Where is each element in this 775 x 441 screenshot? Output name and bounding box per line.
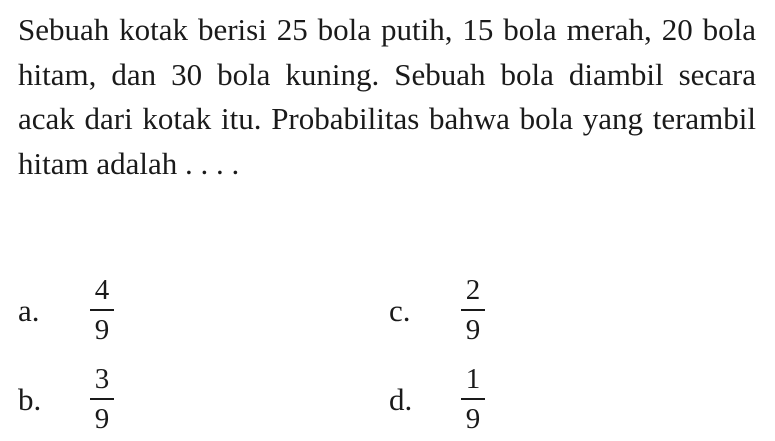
option-d-label: d. [389,381,413,417]
option-b-numerator: 3 [94,362,110,395]
option-a-denominator: 9 [94,313,110,346]
fraction-bar [90,398,114,400]
fraction-bar [461,309,485,311]
option-a[interactable] [18,270,114,350]
option-d-numerator: 1 [465,362,481,395]
option-b[interactable] [18,359,114,439]
option-c-fraction [461,275,485,346]
option-a-numerator: 4 [94,273,110,306]
option-c-label: c. [389,292,411,328]
question-text: Sebuah kotak berisi 25 bola putih, 15 bola merah, 20 bola hitam, dan 30 bola kuning. Sebuah bola diambil secara acak dari kotak itu. Probabilitas bahwa bola yang terambil hitam adalah . . . . [18,12,756,181]
option-a-label: a. [18,292,40,328]
option-d-fraction [461,364,485,435]
option-b-denominator: 9 [94,402,110,435]
option-d-denominator: 9 [465,402,481,435]
option-b-label: b. [18,381,42,417]
option-b-fraction [90,364,114,435]
option-c-numerator: 2 [465,273,481,306]
option-d[interactable] [389,359,485,439]
fraction-bar [461,398,485,400]
option-c[interactable] [389,270,485,350]
option-c-denominator: 9 [465,313,481,346]
option-a-fraction [90,275,114,346]
fraction-bar [90,309,114,311]
